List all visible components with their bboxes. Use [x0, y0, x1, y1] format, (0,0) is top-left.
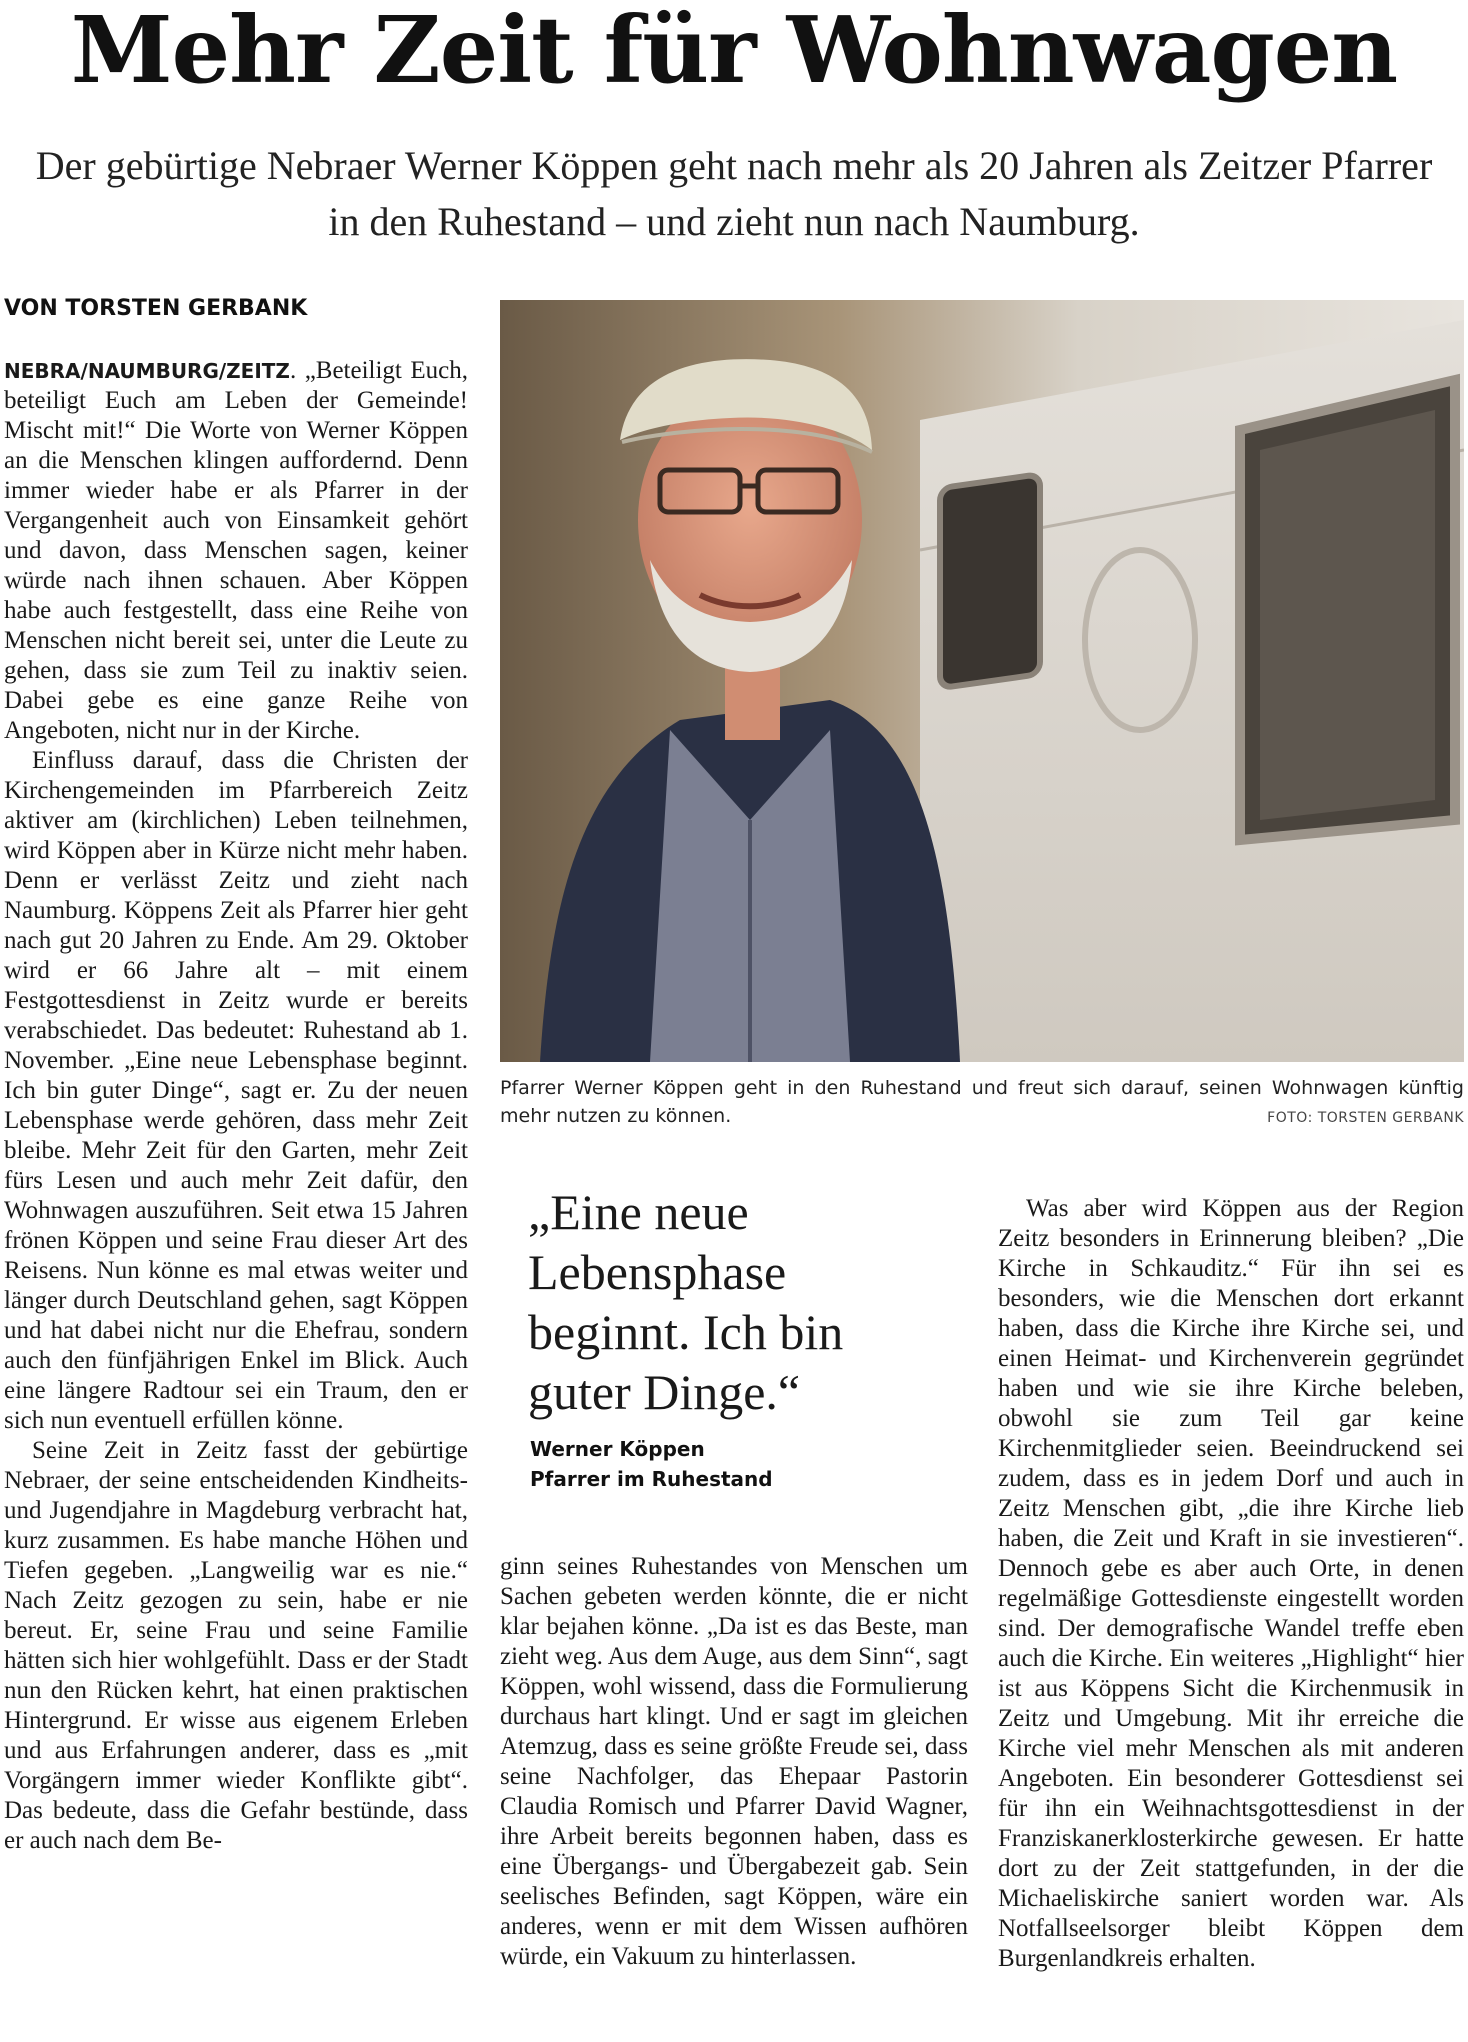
paragraph: Einfluss darauf, dass die Christen der Kirchengemeinden im Pfarrbereich Zeitz aktiver am (kirchlichen) Leben teilnehmen, wird Köppen aber in Kürze nicht mehr haben. Denn er verlässt Zeitz und zieht nach Naumburg. Köppens Zeit als Pfarrer hier geht nach gut 20 Jahren zu Ende. Am 29. Oktober wird er 66 Jahre alt – mit einem Festgottesdienst in Zeitz wurde er bereits verabschiedet. Das bedeutet: Ruhestand ab 1. November. „Eine neue Lebensphase beginnt. Ich bin guter Dinge“, sagt er. Zu der neuen Lebensphase werde gehören, dass mehr Zeit bleibe. Mehr Zeit für den Garten, mehr Zeit fürs Lesen und auch mehr Zeit dafür, den Wohnwagen auszuführen. Seit etwa 15 Jahren frönen Köppen und seine Frau dieser Art des Reisens. Nun könne es mal etwas weiter und länger durch Deutschland gehen, sagt Köppen und hat dabei nicht nur die Ehefrau, sondern auch den fünfjährigen Enkel im Blick. Auch eine längere Radtour sei ein Traum, den er sich nun eventuell erfüllen könne.	[4, 747, 468, 1434]
paragraph: Seine Zeit in Zeitz fasst der gebürtige Nebraer, der seine entscheidenden Kindheits- und Jugendjahre in Magdeburg verbracht hat, kurz zusammen. Es habe manche Höhen und Tiefen gegeben. „Langweilig war es nie.“ Nach Zeitz gezogen zu sein, habe er nie bereut. Er, seine Frau und seine Familie hätten sich hier wohlgefühlt. Dass er der Stadt nun den Rücken kehrt, hat einen praktischen Hintergrund. Er wisse aus eigenem Erleben und aus Erfahrungen anderer, dass es „mit Vorgängern immer wieder Konflikte gibt“. Das bedeute, dass die Gefahr bestünde, dass er auch nach dem Be-	[4, 1437, 468, 1854]
dateline: NEBRA/NAUMBURG/ZEITZ	[4, 359, 290, 383]
paragraph: ginn seines Ruhestandes von Menschen um Sachen gebeten werden könnte, die er nicht klar bejahen könne. „Da ist es das Beste, man zieht weg. Aus dem Auge, aus dem Sinn“, sagt Köppen, wohl wissend, dass die Formulierung durchaus hart klingt. Und er sagt im gleichen Atemzug, dass es seine größte Freude sei, dass seine Nachfolger, das Ehepaar Pastorin Claudia Romisch und Pfarrer David Wagner, ihre Arbeit bereits begonnen haben, dass es eine Übergangs- und Übergabezeit gab. Sein seelisches Befinden, sagt Köppen, wäre ein anderes, wenn er mit dem Wissen aufhören würde, ein Vakuum zu hinterlassen.	[500, 1553, 968, 1970]
pull-quote: „Eine neue Lebensphase beginnt. Ich bin guter Dinge.“	[528, 1184, 844, 1420]
subheadline: Der gebürtige Nebraer Werner Köppen geht nach mehr als 20 Jahren als Zeitzer Pfarrer in den Ruhestand – und zieht nun nach Naumburg.	[35, 143, 1433, 244]
quote-author-name: Werner Köppen	[530, 1437, 705, 1461]
photo-credit: FOTO: TORSTEN GERBANK	[1267, 1110, 1464, 1126]
paragraph-text: . „Beteiligt Euch, beteiligt Euch am Leben der Gemeinde! Mischt mit!“ Die Worte von Werner Köppen an die Menschen klingen auffordernd. Denn immer wieder habe er als Pfarrer in der Vergangenheit auch von Einsamkeit gehört und davon, dass Menschen sagen, keiner würde nach ihnen schauen. Aber Köppen habe auch festgestellt, dass eine Reihe von Menschen nicht bereit sei, unter die Leute zu gehen, dass sie zum Teil zu inaktiv seien. Dabei gebe es eine ganze Reihe von Angeboten, nicht nur in der Kirche.	[4, 357, 468, 744]
article-photo	[500, 300, 1464, 1062]
paragraph	[4, 356, 468, 746]
paragraph: Was aber wird Köppen aus der Region Zeitz besonders in Erinnerung bleiben? „Die Kirche in Schkauditz.“ Für ihn sei es besonders, wie die Menschen dort erkannt haben, dass die Kirche ihre Kirche sei, und einen Heimat- und Kirchenverein gegründet haben und wie sie ihre Kirche beleben, obwohl sie zum Teil gar keine Kirchenmitglieder seien. Beeindruckend sei zudem, dass es in jedem Dorf und auch in Zeitz Menschen gibt, „die ihre Kirche lieb haben, die Zeit und Kraft in sie investieren“. Dennoch gebe es aber auch Orte, in denen regelmäßige Gottesdienste eingestellt worden sind. Der demografische Wandel treffe eben auch die Kirche. Ein weiteres „Highlight“ hier ist aus Köppens Sicht die Kirchenmusik in Zeitz und Umgebung. Mit ihr erreiche die Kirche viel mehr Menschen als mit anderen Angeboten. Ein besonderer Gottesdienst sei für ihn ein Weihnachtsgottesdienst in der Franziskanerklosterkirche gewesen. Er hatte dort zu der Zeit stattgefunden, in der die Michaeliskirche saniert worden war. Als Notfallseelsorger bleibt Köppen dem Burgenlandkreis erhalten.	[998, 1195, 1464, 1972]
headline: Mehr Zeit für Wohnwagen	[70, 0, 1398, 104]
pull-quote-attribution	[530, 1434, 950, 1494]
article-column-1	[4, 356, 468, 2040]
article-column-2	[500, 1552, 968, 2040]
photo-caption: Pfarrer Werner Köppen geht in den Ruhestand und freut sich darauf, seinen Wohnwagen künftig mehr nutzen zu können.	[500, 1077, 1464, 1127]
article-column-3	[998, 1194, 1464, 2040]
quote-author-role: Pfarrer im Ruhestand	[530, 1467, 773, 1491]
portrait-image	[500, 300, 1464, 1062]
byline: VON TORSTEN GERBANK	[4, 296, 308, 321]
